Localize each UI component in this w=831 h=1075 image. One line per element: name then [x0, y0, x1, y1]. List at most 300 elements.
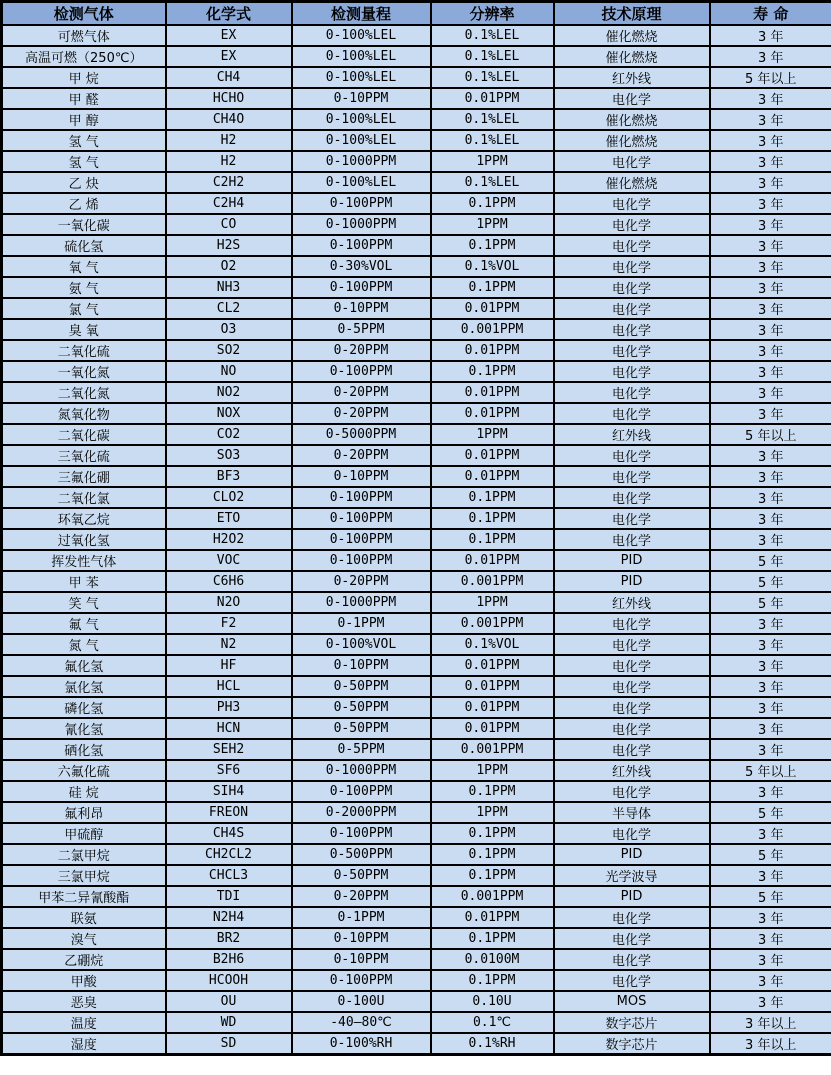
cell-resolution: 0.0100M — [431, 949, 554, 970]
table-body — [2, 25, 831, 1055]
cell-range: 0-1000PPM — [292, 592, 431, 613]
cell-range: 0-10PPM — [292, 949, 431, 970]
cell-resolution: 0.1PPM — [431, 193, 554, 214]
cell-resolution: 1PPM — [431, 151, 554, 172]
cell-principle: 红外线 — [554, 424, 710, 445]
table-row — [2, 1033, 831, 1055]
cell-range: 0-30%VOL — [292, 256, 431, 277]
cell-resolution: 0.1PPM — [431, 781, 554, 802]
cell-gas: 甲硫醇 — [2, 823, 166, 844]
table-row — [2, 571, 831, 592]
cell-resolution: 0.01PPM — [431, 445, 554, 466]
cell-lifespan: 3 年 — [710, 613, 831, 634]
cell-lifespan: 5 年 — [710, 844, 831, 865]
cell-formula: H2 — [166, 130, 292, 151]
cell-principle: 红外线 — [554, 67, 710, 88]
cell-gas: 磷化氢 — [2, 697, 166, 718]
cell-range: 0-500PPM — [292, 844, 431, 865]
column-header-range: 检测量程 — [292, 2, 431, 26]
table-row — [2, 865, 831, 886]
cell-formula: HCOOH — [166, 970, 292, 991]
cell-lifespan: 3 年 — [710, 676, 831, 697]
cell-gas: 甲苯二异氰酸酯 — [2, 886, 166, 907]
table-row — [2, 1012, 831, 1033]
cell-resolution: 0.01PPM — [431, 697, 554, 718]
cell-principle: 电化学 — [554, 928, 710, 949]
cell-formula: CH4S — [166, 823, 292, 844]
cell-resolution: 0.1PPM — [431, 487, 554, 508]
cell-principle: 电化学 — [554, 781, 710, 802]
cell-principle: 电化学 — [554, 256, 710, 277]
cell-resolution: 0.10U — [431, 991, 554, 1012]
cell-gas: 氯 气 — [2, 298, 166, 319]
cell-formula: SIH4 — [166, 781, 292, 802]
cell-gas: 氢 气 — [2, 130, 166, 151]
cell-formula: C6H6 — [166, 571, 292, 592]
cell-formula: N2H4 — [166, 907, 292, 928]
cell-range: 0-100PPM — [292, 781, 431, 802]
cell-principle: 电化学 — [554, 823, 710, 844]
cell-gas: 氮氧化物 — [2, 403, 166, 424]
table-row — [2, 802, 831, 823]
cell-gas: 氢 气 — [2, 151, 166, 172]
cell-principle: 电化学 — [554, 676, 710, 697]
cell-principle: 电化学 — [554, 193, 710, 214]
cell-range: 0-100%LEL — [292, 130, 431, 151]
cell-formula: TDI — [166, 886, 292, 907]
cell-gas: 二氧化硫 — [2, 340, 166, 361]
cell-principle: 电化学 — [554, 634, 710, 655]
cell-range: 0-50PPM — [292, 676, 431, 697]
cell-principle: PID — [554, 571, 710, 592]
cell-formula: CHCL3 — [166, 865, 292, 886]
cell-formula: CO — [166, 214, 292, 235]
cell-resolution: 0.1%LEL — [431, 109, 554, 130]
cell-resolution: 0.1%LEL — [431, 130, 554, 151]
table-row — [2, 361, 831, 382]
table-row — [2, 760, 831, 781]
cell-lifespan: 3 年 — [710, 46, 831, 67]
table-row — [2, 88, 831, 109]
cell-lifespan: 3 年 — [710, 634, 831, 655]
cell-range: 0-100PPM — [292, 823, 431, 844]
cell-resolution: 0.1%RH — [431, 1033, 554, 1055]
cell-resolution: 0.1PPM — [431, 865, 554, 886]
cell-lifespan: 3 年 — [710, 508, 831, 529]
cell-principle: 电化学 — [554, 508, 710, 529]
cell-lifespan: 3 年 — [710, 193, 831, 214]
cell-gas: 三氯甲烷 — [2, 865, 166, 886]
cell-principle: 红外线 — [554, 760, 710, 781]
cell-formula: NH3 — [166, 277, 292, 298]
cell-formula: SEH2 — [166, 739, 292, 760]
cell-principle: 电化学 — [554, 445, 710, 466]
cell-gas: 环氧乙烷 — [2, 508, 166, 529]
cell-gas: 硒化氢 — [2, 739, 166, 760]
table-row — [2, 424, 831, 445]
cell-principle: 电化学 — [554, 403, 710, 424]
cell-principle: 电化学 — [554, 739, 710, 760]
cell-range: 0-100U — [292, 991, 431, 1012]
cell-gas: 二氧化碳 — [2, 424, 166, 445]
cell-range: 0-100%LEL — [292, 46, 431, 67]
cell-principle: 电化学 — [554, 697, 710, 718]
cell-gas: 臭 氧 — [2, 319, 166, 340]
cell-principle: 半导体 — [554, 802, 710, 823]
cell-lifespan: 3 年 — [710, 865, 831, 886]
cell-resolution: 0.01PPM — [431, 382, 554, 403]
cell-resolution: 0.1PPM — [431, 529, 554, 550]
cell-lifespan: 5 年 — [710, 571, 831, 592]
cell-range: 0-10PPM — [292, 298, 431, 319]
cell-lifespan: 5 年 — [710, 550, 831, 571]
cell-principle: 电化学 — [554, 361, 710, 382]
cell-principle: 催化燃烧 — [554, 25, 710, 46]
cell-lifespan: 3 年 — [710, 739, 831, 760]
cell-gas: 高温可燃（250℃） — [2, 46, 166, 67]
cell-formula: SD — [166, 1033, 292, 1055]
cell-resolution: 0.1%LEL — [431, 25, 554, 46]
cell-range: 0-1PPM — [292, 907, 431, 928]
table-row — [2, 613, 831, 634]
cell-lifespan: 3 年 — [710, 88, 831, 109]
cell-lifespan: 3 年 — [710, 130, 831, 151]
cell-lifespan: 3 年 — [710, 949, 831, 970]
cell-formula: CH4O — [166, 109, 292, 130]
table-row — [2, 214, 831, 235]
cell-range: 0-100PPM — [292, 529, 431, 550]
cell-principle: 电化学 — [554, 907, 710, 928]
cell-resolution: 0.001PPM — [431, 739, 554, 760]
cell-range: 0-100%VOL — [292, 634, 431, 655]
cell-principle: 电化学 — [554, 151, 710, 172]
table-row — [2, 25, 831, 46]
table-row — [2, 592, 831, 613]
cell-lifespan: 3 年 — [710, 298, 831, 319]
column-header-gas: 检测气体 — [2, 2, 166, 26]
cell-principle: 电化学 — [554, 949, 710, 970]
cell-range: 0-1000PPM — [292, 214, 431, 235]
cell-resolution: 0.01PPM — [431, 655, 554, 676]
cell-range: 0-1000PPM — [292, 760, 431, 781]
cell-formula: CH4 — [166, 67, 292, 88]
cell-lifespan: 3 年 — [710, 340, 831, 361]
cell-formula: SO3 — [166, 445, 292, 466]
cell-gas: 可燃气体 — [2, 25, 166, 46]
cell-resolution: 0.001PPM — [431, 571, 554, 592]
cell-resolution: 0.1%LEL — [431, 172, 554, 193]
cell-principle: 催化燃烧 — [554, 46, 710, 67]
cell-range: -40—80℃ — [292, 1012, 431, 1033]
table-row — [2, 886, 831, 907]
cell-range: 0-5PPM — [292, 739, 431, 760]
cell-formula: C2H4 — [166, 193, 292, 214]
cell-gas: 乙 炔 — [2, 172, 166, 193]
cell-range: 0-20PPM — [292, 445, 431, 466]
cell-range: 0-20PPM — [292, 382, 431, 403]
cell-range: 0-10PPM — [292, 88, 431, 109]
cell-range: 0-100PPM — [292, 361, 431, 382]
cell-range: 0-100PPM — [292, 550, 431, 571]
cell-lifespan: 3 年 — [710, 109, 831, 130]
cell-range: 0-20PPM — [292, 403, 431, 424]
cell-resolution: 0.1PPM — [431, 235, 554, 256]
cell-formula: O3 — [166, 319, 292, 340]
cell-formula: VOC — [166, 550, 292, 571]
cell-principle: 数字芯片 — [554, 1012, 710, 1033]
table-header — [2, 2, 831, 26]
cell-principle: 电化学 — [554, 466, 710, 487]
table-row — [2, 151, 831, 172]
cell-gas: 溴气 — [2, 928, 166, 949]
cell-principle: 电化学 — [554, 340, 710, 361]
cell-gas: 笑 气 — [2, 592, 166, 613]
cell-range: 0-20PPM — [292, 886, 431, 907]
cell-formula: OU — [166, 991, 292, 1012]
cell-lifespan: 5 年以上 — [710, 760, 831, 781]
table-row — [2, 949, 831, 970]
cell-lifespan: 3 年 — [710, 781, 831, 802]
cell-gas: 甲 醇 — [2, 109, 166, 130]
cell-lifespan: 3 年 — [710, 151, 831, 172]
cell-resolution: 0.1%LEL — [431, 46, 554, 67]
table-row — [2, 991, 831, 1012]
cell-formula: HF — [166, 655, 292, 676]
column-header-resolution: 分辨率 — [431, 2, 554, 26]
cell-range: 0-100%LEL — [292, 109, 431, 130]
cell-principle: PID — [554, 550, 710, 571]
table-row — [2, 193, 831, 214]
cell-principle: 电化学 — [554, 88, 710, 109]
cell-lifespan: 5 年以上 — [710, 424, 831, 445]
cell-resolution: 0.1PPM — [431, 361, 554, 382]
cell-principle: 电化学 — [554, 718, 710, 739]
cell-gas: 联氨 — [2, 907, 166, 928]
cell-formula: ETO — [166, 508, 292, 529]
cell-lifespan: 3 年 — [710, 361, 831, 382]
table-row — [2, 277, 831, 298]
cell-range: 0-2000PPM — [292, 802, 431, 823]
cell-range: 0-20PPM — [292, 340, 431, 361]
cell-resolution: 0.01PPM — [431, 88, 554, 109]
cell-range: 0-100%LEL — [292, 67, 431, 88]
cell-principle: PID — [554, 844, 710, 865]
cell-resolution: 0.01PPM — [431, 676, 554, 697]
cell-gas: 硫化氢 — [2, 235, 166, 256]
cell-principle: 催化燃烧 — [554, 172, 710, 193]
cell-gas: 三氧化硫 — [2, 445, 166, 466]
table-row — [2, 823, 831, 844]
cell-resolution: 0.1PPM — [431, 277, 554, 298]
cell-range: 0-100PPM — [292, 235, 431, 256]
cell-resolution: 0.01PPM — [431, 298, 554, 319]
cell-gas: 甲 烷 — [2, 67, 166, 88]
cell-gas: 甲 苯 — [2, 571, 166, 592]
cell-resolution: 0.001PPM — [431, 613, 554, 634]
cell-lifespan: 5 年 — [710, 802, 831, 823]
cell-resolution: 0.01PPM — [431, 466, 554, 487]
cell-resolution: 0.01PPM — [431, 403, 554, 424]
cell-range: 0-50PPM — [292, 718, 431, 739]
table-row — [2, 466, 831, 487]
cell-principle: 光学波导 — [554, 865, 710, 886]
cell-formula: PH3 — [166, 697, 292, 718]
cell-resolution: 0.1PPM — [431, 844, 554, 865]
table-row — [2, 403, 831, 424]
cell-principle: 红外线 — [554, 592, 710, 613]
table-row — [2, 487, 831, 508]
cell-gas: 氰化氢 — [2, 718, 166, 739]
cell-gas: 硅 烷 — [2, 781, 166, 802]
cell-resolution: 1PPM — [431, 214, 554, 235]
table-row — [2, 550, 831, 571]
cell-gas: 三氟化硼 — [2, 466, 166, 487]
cell-gas: 氟化氢 — [2, 655, 166, 676]
cell-range: 0-100PPM — [292, 193, 431, 214]
cell-lifespan: 3 年 — [710, 970, 831, 991]
cell-lifespan: 3 年以上 — [710, 1012, 831, 1033]
cell-principle: 电化学 — [554, 655, 710, 676]
cell-principle: 电化学 — [554, 319, 710, 340]
cell-formula: N2O — [166, 592, 292, 613]
cell-lifespan: 3 年 — [710, 382, 831, 403]
cell-principle: 电化学 — [554, 970, 710, 991]
cell-formula: HCL — [166, 676, 292, 697]
table-row — [2, 298, 831, 319]
cell-gas: 温度 — [2, 1012, 166, 1033]
cell-resolution: 0.001PPM — [431, 319, 554, 340]
cell-range: 0-5000PPM — [292, 424, 431, 445]
cell-resolution: 0.1%LEL — [431, 67, 554, 88]
cell-gas: 甲 醛 — [2, 88, 166, 109]
cell-resolution: 0.1PPM — [431, 823, 554, 844]
cell-principle: 催化燃烧 — [554, 109, 710, 130]
cell-gas: 一氧化碳 — [2, 214, 166, 235]
cell-formula: NO — [166, 361, 292, 382]
table-row — [2, 319, 831, 340]
cell-formula: FREON — [166, 802, 292, 823]
cell-formula: NO2 — [166, 382, 292, 403]
cell-formula: C2H2 — [166, 172, 292, 193]
cell-lifespan: 3 年 — [710, 907, 831, 928]
table-row — [2, 928, 831, 949]
column-header-principle: 技术原理 — [554, 2, 710, 26]
cell-gas: 挥发性气体 — [2, 550, 166, 571]
cell-resolution: 0.1%VOL — [431, 256, 554, 277]
cell-lifespan: 3 年 — [710, 214, 831, 235]
cell-gas: 二氧化氮 — [2, 382, 166, 403]
cell-formula: H2O2 — [166, 529, 292, 550]
column-header-lifespan: 寿 命 — [710, 2, 831, 26]
table-row — [2, 67, 831, 88]
table-row — [2, 130, 831, 151]
table-row — [2, 739, 831, 760]
table-row — [2, 844, 831, 865]
cell-range: 0-5PPM — [292, 319, 431, 340]
cell-range: 0-50PPM — [292, 865, 431, 886]
cell-lifespan: 3 年 — [710, 466, 831, 487]
cell-range: 0-100PPM — [292, 970, 431, 991]
table-row — [2, 46, 831, 67]
table-row — [2, 109, 831, 130]
cell-formula: SF6 — [166, 760, 292, 781]
cell-principle: 电化学 — [554, 487, 710, 508]
cell-lifespan: 3 年 — [710, 403, 831, 424]
table-row — [2, 655, 831, 676]
cell-lifespan: 3 年 — [710, 823, 831, 844]
cell-lifespan: 5 年以上 — [710, 67, 831, 88]
cell-range: 0-100PPM — [292, 508, 431, 529]
cell-lifespan: 5 年 — [710, 886, 831, 907]
cell-formula: HCN — [166, 718, 292, 739]
cell-resolution: 1PPM — [431, 592, 554, 613]
cell-principle: PID — [554, 886, 710, 907]
cell-resolution: 1PPM — [431, 802, 554, 823]
cell-range: 0-100%LEL — [292, 25, 431, 46]
cell-lifespan: 3 年 — [710, 277, 831, 298]
cell-lifespan: 3 年 — [710, 697, 831, 718]
cell-formula: O2 — [166, 256, 292, 277]
cell-formula: EX — [166, 46, 292, 67]
table-row — [2, 529, 831, 550]
cell-gas: 氧 气 — [2, 256, 166, 277]
cell-resolution: 0.1℃ — [431, 1012, 554, 1033]
cell-lifespan: 3 年 — [710, 991, 831, 1012]
cell-formula: HCHO — [166, 88, 292, 109]
cell-resolution: 1PPM — [431, 760, 554, 781]
table-row — [2, 676, 831, 697]
cell-formula: BF3 — [166, 466, 292, 487]
cell-formula: WD — [166, 1012, 292, 1033]
cell-gas: 乙 烯 — [2, 193, 166, 214]
cell-resolution: 0.1PPM — [431, 928, 554, 949]
cell-formula: SO2 — [166, 340, 292, 361]
cell-formula: CH2CL2 — [166, 844, 292, 865]
cell-principle: 电化学 — [554, 235, 710, 256]
cell-principle: 电化学 — [554, 277, 710, 298]
cell-range: 0-10PPM — [292, 655, 431, 676]
cell-gas: 恶臭 — [2, 991, 166, 1012]
cell-lifespan: 3 年 — [710, 445, 831, 466]
cell-principle: 数字芯片 — [554, 1033, 710, 1055]
table-row — [2, 382, 831, 403]
cell-gas: 二氧化氯 — [2, 487, 166, 508]
cell-gas: 六氟化硫 — [2, 760, 166, 781]
table-row — [2, 172, 831, 193]
table-row — [2, 634, 831, 655]
cell-lifespan: 3 年 — [710, 256, 831, 277]
cell-lifespan: 3 年 — [710, 655, 831, 676]
cell-principle: 催化燃烧 — [554, 130, 710, 151]
cell-gas: 氟利昂 — [2, 802, 166, 823]
cell-resolution: 0.01PPM — [431, 907, 554, 928]
table-row — [2, 718, 831, 739]
cell-gas: 氮 气 — [2, 634, 166, 655]
cell-gas: 氨 气 — [2, 277, 166, 298]
cell-gas: 氯化氢 — [2, 676, 166, 697]
cell-lifespan: 3 年 — [710, 529, 831, 550]
cell-resolution: 0.01PPM — [431, 550, 554, 571]
table-row — [2, 508, 831, 529]
cell-range: 0-10PPM — [292, 466, 431, 487]
cell-range: 0-100%RH — [292, 1033, 431, 1055]
cell-lifespan: 5 年 — [710, 592, 831, 613]
cell-formula: NOX — [166, 403, 292, 424]
cell-lifespan: 3 年 — [710, 718, 831, 739]
cell-resolution: 0.001PPM — [431, 886, 554, 907]
cell-gas: 乙硼烷 — [2, 949, 166, 970]
cell-formula: CL2 — [166, 298, 292, 319]
